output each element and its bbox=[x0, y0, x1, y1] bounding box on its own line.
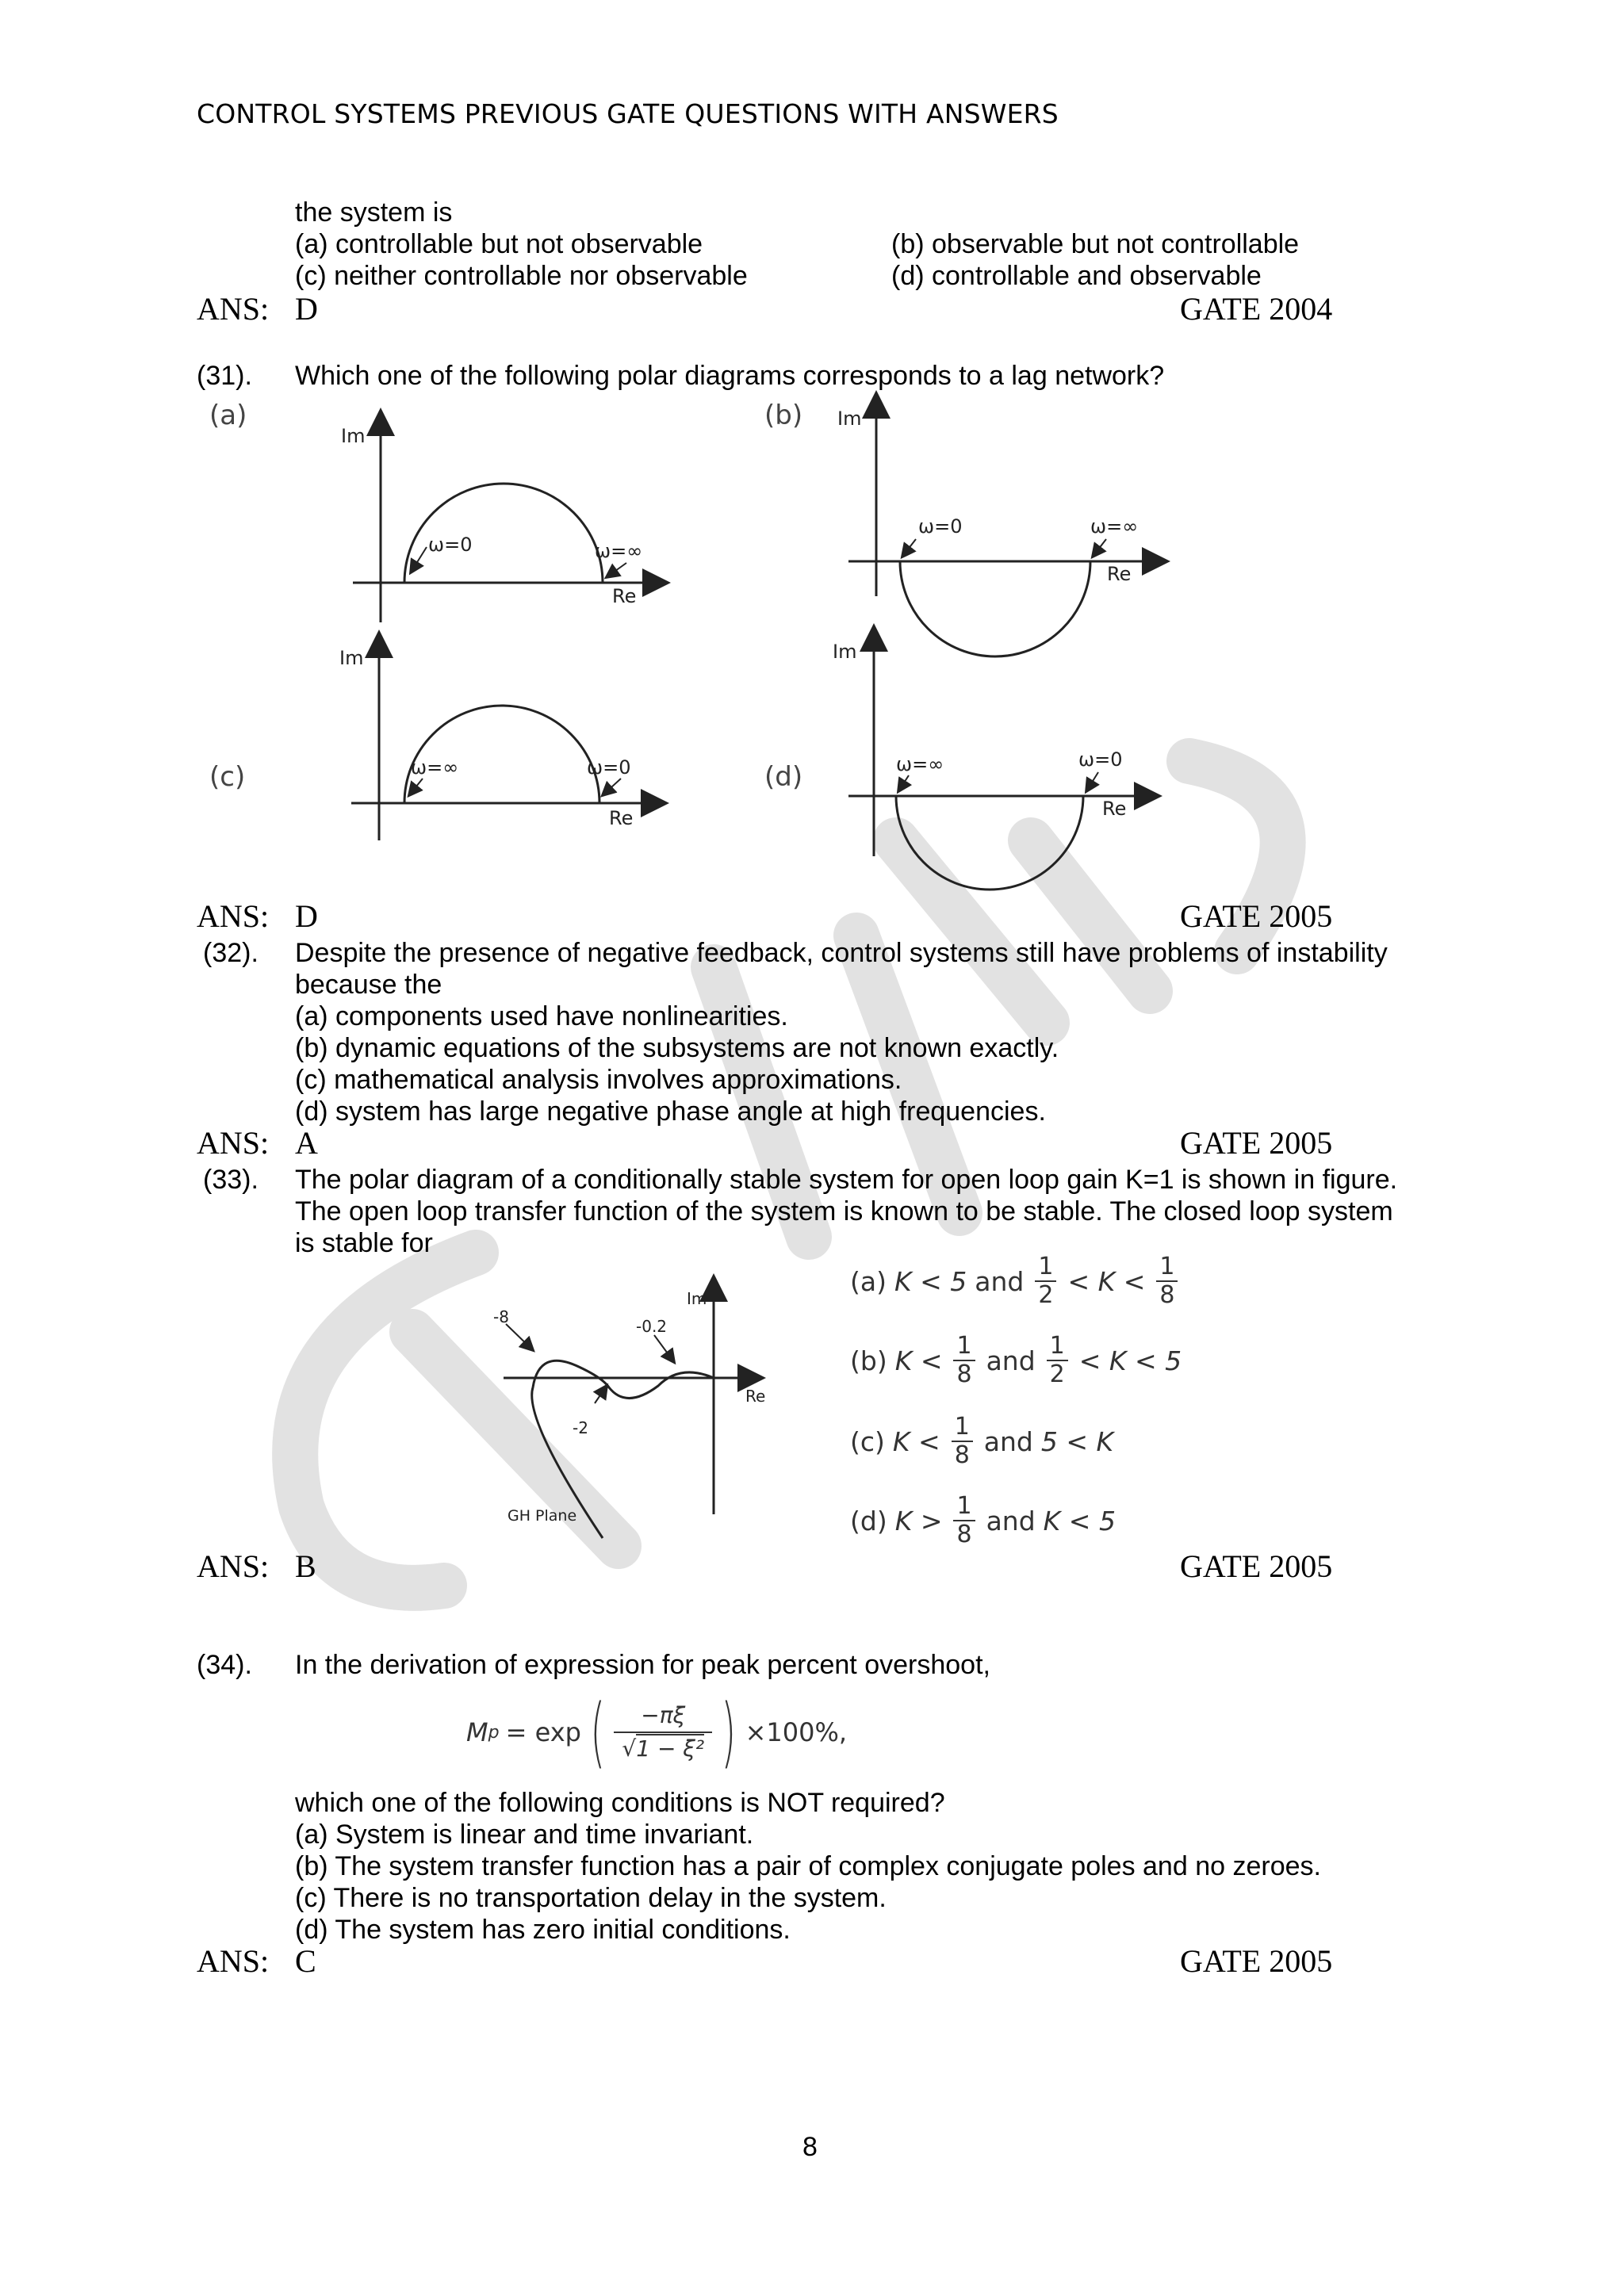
q31-number: (31). bbox=[197, 361, 252, 391]
q31-label-a: (a) bbox=[209, 400, 247, 431]
q31-diagram-a bbox=[333, 404, 682, 642]
q31-label-b: (b) bbox=[764, 400, 803, 431]
q33-polar-plot bbox=[476, 1269, 793, 1554]
q33-option-b: (b) K < $\frac{1}{8}$ and $\frac{1}{2}$ < K < 5 bbox=[850, 1332, 1182, 1388]
q30-ans-label: ANS: bbox=[197, 291, 270, 327]
q30-option-a: (a) controllable but not observable bbox=[295, 229, 703, 259]
start-label: ω=0 bbox=[428, 534, 473, 556]
page-number: 8 bbox=[802, 2132, 818, 2162]
q30-option-b: (b) observable but not controllable bbox=[891, 229, 1300, 259]
im-label: Im bbox=[837, 408, 862, 430]
q32-year: GATE 2005 bbox=[1180, 1125, 1333, 1161]
q32-option-a: (a) components used have nonlinearities. bbox=[295, 1001, 788, 1031]
q31-label-d: (d) bbox=[764, 761, 803, 793]
q30-year: GATE 2004 bbox=[1180, 291, 1333, 327]
crossing-label-1: -8 bbox=[493, 1307, 509, 1326]
im-label: Im bbox=[833, 641, 857, 663]
q34-ans-label: ANS: bbox=[197, 1943, 270, 1979]
q33-answer: B bbox=[295, 1548, 316, 1584]
q34-option-b: (b) The system transfer function has a pair of complex conjugate poles and no zeroes. bbox=[295, 1851, 1321, 1881]
q33-line1: The polar diagram of a conditionally stable system for open loop gain K=1 is shown in figure. bbox=[295, 1165, 1398, 1195]
end-label: ω=∞ bbox=[1090, 515, 1139, 538]
q30-answer: D bbox=[295, 291, 318, 327]
im-label: Im bbox=[687, 1289, 707, 1308]
q31-diagram-c bbox=[331, 626, 680, 856]
q33-option-a: (a) K < 5 and $\frac{1}{2}$ < K < $\frac{1}{8}$ bbox=[850, 1251, 1181, 1311]
plane-label: GH Plane bbox=[508, 1507, 577, 1525]
q34-line2: which one of the following conditions is NOT required? bbox=[295, 1788, 945, 1818]
q32-option-b: (b) dynamic equations of the subsystems are not known exactly. bbox=[295, 1033, 1059, 1063]
q34-year: GATE 2005 bbox=[1180, 1943, 1333, 1979]
q33-option-d: (d) K > $\frac{1}{8}$ and K < 5 bbox=[850, 1492, 1116, 1548]
re-label: Re bbox=[609, 807, 634, 829]
q31-diagram-b bbox=[825, 388, 1174, 658]
q33-ans-label: ANS: bbox=[197, 1548, 270, 1584]
q33-line2: The open loop transfer function of the system is known to be stable. The closed loop system bbox=[295, 1196, 1393, 1226]
re-label: Re bbox=[1107, 563, 1132, 585]
page-header: CONTROL SYSTEMS PREVIOUS GATE QUESTIONS WITH ANSWERS bbox=[197, 98, 1059, 129]
q31-label-c: (c) bbox=[209, 761, 246, 793]
re-label: Re bbox=[1102, 798, 1127, 820]
re-label: Re bbox=[745, 1387, 766, 1406]
im-label: Im bbox=[341, 425, 366, 447]
q31-diagram-d bbox=[817, 618, 1166, 896]
q34-text: In the derivation of expression for peak percent overshoot, bbox=[295, 1650, 990, 1680]
q32-line2: because the bbox=[295, 970, 442, 1000]
q31-answer: D bbox=[295, 898, 318, 934]
q32-number: (32). bbox=[203, 938, 259, 968]
q30-option-c: (c) neither controllable nor observable bbox=[295, 261, 748, 291]
q31-text: Which one of the following polar diagrams corresponds to a lag network? bbox=[295, 361, 1165, 391]
start-label: ω=∞ bbox=[896, 753, 944, 775]
q34-formula: M p = exp ( −πξ √1 − ξ² ) ×100%, bbox=[466, 1688, 848, 1777]
re-label: Re bbox=[612, 585, 637, 607]
q30-stem: the system is bbox=[295, 197, 453, 228]
q32-line1: Despite the presence of negative feedback, control systems still have problems of instability bbox=[295, 938, 1388, 968]
q34-option-c: (c) There is no transportation delay in the system. bbox=[295, 1883, 887, 1913]
start-label: ω=0 bbox=[918, 515, 963, 538]
polar-curve bbox=[896, 796, 1083, 890]
q32-ans-label: ANS: bbox=[197, 1125, 270, 1161]
q33-line3: is stable for bbox=[295, 1228, 433, 1258]
start-label: ω=∞ bbox=[411, 756, 459, 779]
im-label: Im bbox=[339, 647, 364, 669]
q31-ans-label: ANS: bbox=[197, 898, 270, 934]
q33-number: (33). bbox=[203, 1165, 259, 1195]
crossing-label-2: -0.2 bbox=[636, 1317, 668, 1336]
end-label: ω=0 bbox=[1078, 748, 1123, 771]
q32-option-d: (d) system has large negative phase angle at high frequencies. bbox=[295, 1096, 1046, 1127]
q30-option-d: (d) controllable and observable bbox=[891, 261, 1262, 291]
crossing-label-3: -2 bbox=[573, 1418, 588, 1437]
end-label: ω=0 bbox=[587, 756, 631, 779]
q34-number: (34). bbox=[197, 1650, 252, 1680]
end-label: ω=∞ bbox=[595, 540, 643, 562]
q33-year: GATE 2005 bbox=[1180, 1548, 1333, 1584]
q34-option-a: (a) System is linear and time invariant. bbox=[295, 1820, 754, 1850]
q32-option-c: (c) mathematical analysis involves approximations. bbox=[295, 1065, 902, 1095]
q34-option-d: (d) The system has zero initial conditions. bbox=[295, 1915, 791, 1945]
polar-curve bbox=[404, 706, 599, 803]
q33-option-c: (c) K < $\frac{1}{8}$ and 5 < K bbox=[850, 1413, 1114, 1469]
q32-answer: A bbox=[295, 1125, 318, 1161]
q31-year: GATE 2005 bbox=[1180, 898, 1333, 934]
q34-answer: C bbox=[295, 1943, 316, 1979]
